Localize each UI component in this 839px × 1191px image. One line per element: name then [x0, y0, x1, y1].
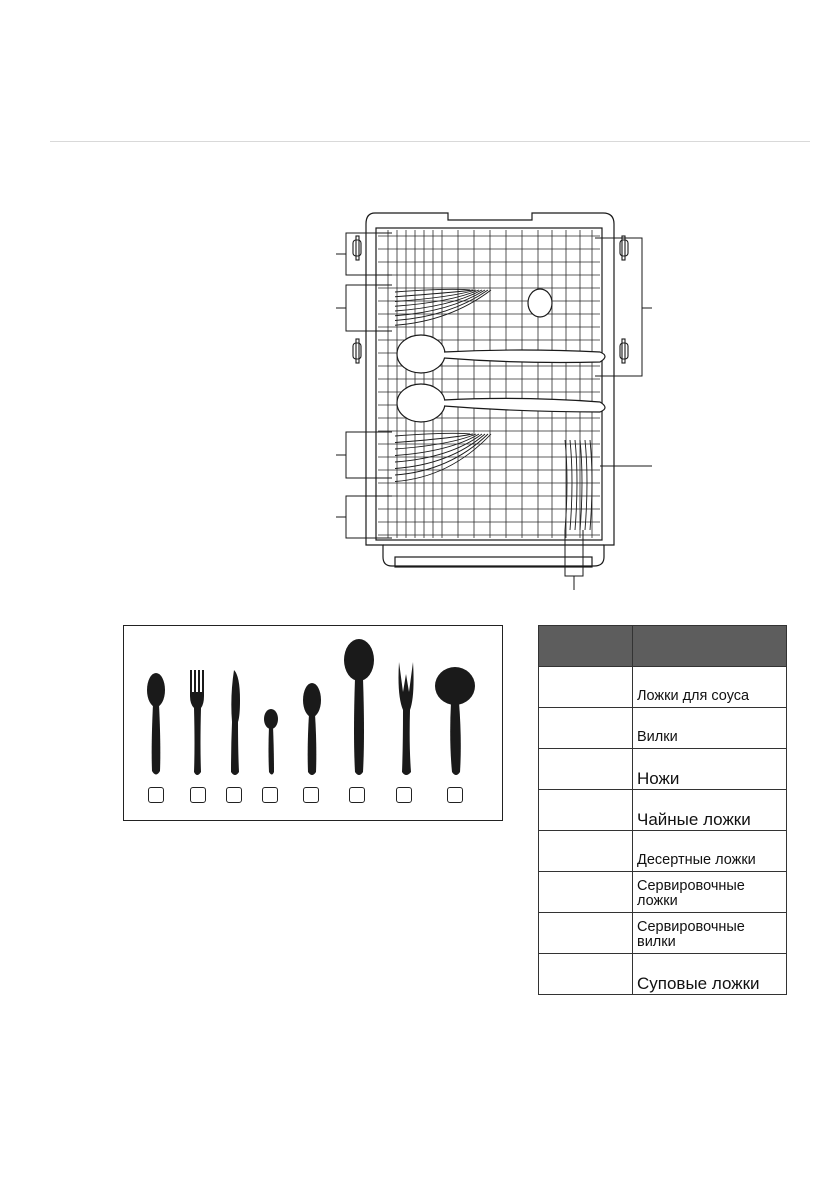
serving-spoon-icon: [344, 639, 374, 775]
checkbox-6[interactable]: [349, 787, 365, 803]
table-row: [539, 831, 787, 872]
row-number: [539, 954, 633, 995]
table-row: [539, 913, 787, 954]
table-row: [539, 667, 787, 708]
serving-fork-icon: [399, 662, 414, 775]
table-header-row: [539, 626, 787, 667]
header-number: [539, 626, 633, 667]
row-label: Суповые ложки: [633, 954, 787, 995]
sauce-spoon-icon: [147, 673, 165, 775]
row-number: [539, 913, 633, 954]
table-row: [539, 872, 787, 913]
row-label: Сервировочные ложки: [633, 872, 787, 913]
checkbox-4[interactable]: [262, 787, 278, 803]
checkbox-3[interactable]: [226, 787, 242, 803]
row-label: Вилки: [633, 708, 787, 749]
cutlery-legend-table: [538, 625, 787, 995]
checkbox-8[interactable]: [447, 787, 463, 803]
row-label: Чайные ложки: [633, 790, 787, 831]
table-row: [539, 708, 787, 749]
row-label: Ложки для соуса: [633, 667, 787, 708]
knife-icon: [231, 670, 240, 775]
dessert-spoon-icon: [303, 683, 321, 775]
header-type: [633, 626, 787, 667]
cutlery-legend-box: [123, 625, 503, 821]
checkbox-5[interactable]: [303, 787, 319, 803]
row-label: Десертные ложки: [633, 831, 787, 872]
checkbox-2[interactable]: [190, 787, 206, 803]
soup-ladle-icon: [435, 667, 475, 775]
table-row: [539, 954, 787, 995]
teaspoon-icon: [264, 709, 278, 775]
row-number: [539, 872, 633, 913]
fork-icon: [190, 670, 204, 775]
row-label: Ножи: [633, 749, 787, 790]
row-number: [539, 708, 633, 749]
row-number: [539, 667, 633, 708]
checkbox-1[interactable]: [148, 787, 164, 803]
row-number: [539, 749, 633, 790]
row-number: [539, 790, 633, 831]
checkbox-7[interactable]: [396, 787, 412, 803]
row-number: [539, 831, 633, 872]
row-label: Сервировочные вилки: [633, 913, 787, 954]
table-row: [539, 749, 787, 790]
table-row: [539, 790, 787, 831]
